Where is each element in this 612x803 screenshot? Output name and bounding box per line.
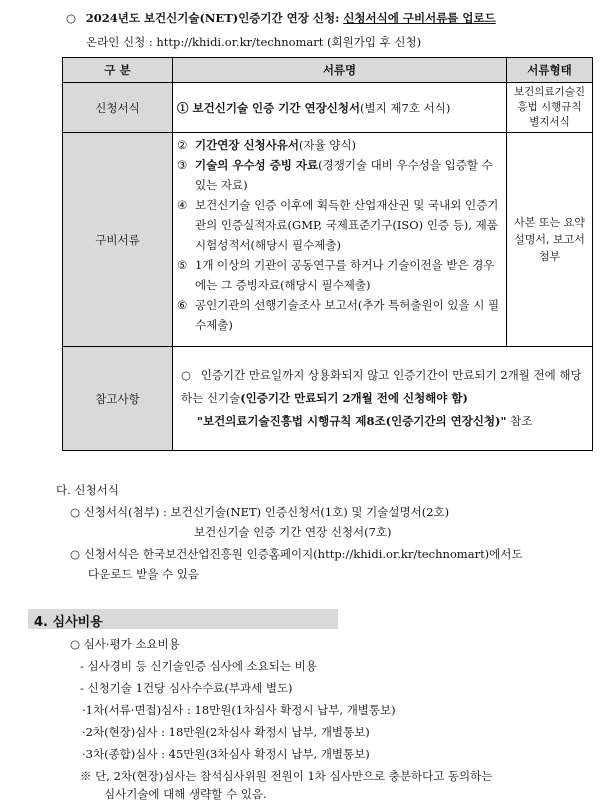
heading: [66, 10, 496, 26]
heading-prefix: 2024년도 보건신기술(NET)인증기간 연장 신청:: [85, 11, 344, 25]
section-4-line: ·1차(서류·면접)심사 : 18만원(1차심사 확정시 납부, 개별통보): [82, 703, 396, 717]
section-4-line: ※ 단, 2차(현장)심사는 참석심사위원 전원이 1차 심사만으로 충분하다고 동의하는: [80, 769, 493, 783]
table-row: [63, 83, 593, 133]
section-4-line: ·2차(현장)심사 : 18만원(2차심사 확정시 납부, 개별통보): [82, 725, 370, 739]
doc-application: ① 보건신기술 인증 기간 연장신청서(별지 제7호 서식): [173, 83, 507, 133]
table-row: [63, 347, 593, 451]
header-form: 서류형태: [507, 58, 593, 83]
online-application: 온라인 신청 : http://khidi.or.kr/technomart (회원가입 후 신청): [86, 35, 422, 49]
list-item: ⑥ 공인기관의 선행기술조사 보고서(추가 특허출원이 있을 시 필수제출): [177, 298, 500, 332]
section-4-title: 4. 심사비용: [34, 615, 103, 630]
section-da-line: 다운로드 받을 수 있음: [88, 567, 199, 581]
section-da-title: 다. 신청서식: [56, 483, 119, 497]
reference-note: ○ 인증기간 만료일까지 상용화되지 않고 인증기간이 만료되기 2개월 전에 해당하는 신기술(인증기간 만료되기 2개월 전에 신청해야 함) "보건의료기술진흥법 시행규칙 제8조(인증기간의 연장신청)" 참조: [173, 347, 593, 451]
section-4-line: ○ 심사·평가 소요비용: [70, 637, 180, 651]
category-supporting: 구비서류: [63, 133, 173, 347]
section-4-line: 심사기술에 대해 생략할 수 있음.: [104, 787, 267, 801]
heading-bullet: ○: [66, 11, 77, 25]
table-row: [63, 133, 593, 347]
doc-supporting-list: [173, 133, 507, 347]
list-item: ② 기간연장 신청사유서(자율 양식): [177, 138, 357, 152]
section-4-line: - 신청기술 1건당 심사수수료(부과세 별도): [80, 681, 293, 695]
header-document: 서류명: [173, 58, 507, 83]
section-da-line: ○ 신청서식은 한국보건산업진흥원 인증홈페이지(http://khidi.or.kr/technomart)에서도: [70, 547, 523, 561]
list-item: ⑤ 1개 이상의 기관이 공동연구를 하거나 기술이전을 받은 경우에는 그 증빙자료(해당시 필수제출): [177, 258, 495, 292]
table-header-row: [63, 58, 593, 83]
list-item: ③ 기술의 우수성 증빙 자료(경쟁기술 대비 우수성을 입증할 수 있는 자료): [177, 158, 493, 192]
heading-underlined: 신청서식에 구비서류를 업로드: [343, 11, 496, 25]
section-4-line: ·3차(종합)심사 : 45만원(3차심사 확정시 납부, 개별통보): [82, 747, 370, 761]
form-application: 보건의료기술진흥법 시행규칙 별지서식: [507, 83, 593, 133]
section-4-line: - 심사경비 등 신기술인증 심사에 소요되는 비용: [80, 659, 317, 673]
section-da-line: ○ 신청서식(첨부) : 보건신기술(NET) 인증신청서(1호) 및 기술설명서(2호): [70, 505, 450, 519]
list-item: ④ 보건신기술 인증 이후에 획득한 산업재산권 및 국내외 인증기관의 인증실적자료(GMP, 국제표준기구(ISO) 인증 등), 제품시험성적서(해당시 필수제출): [177, 198, 499, 252]
section-da-line: 보건신기술 인증 기간 연장 신청서(7호): [194, 525, 392, 539]
category-reference: 참고사항: [63, 347, 173, 451]
documents-table: [62, 57, 593, 451]
form-supporting: 사본 또는 요약설명서, 보고서 첨부: [507, 133, 593, 347]
category-application: 신청서식: [63, 83, 173, 133]
header-category: 구 분: [63, 58, 173, 83]
